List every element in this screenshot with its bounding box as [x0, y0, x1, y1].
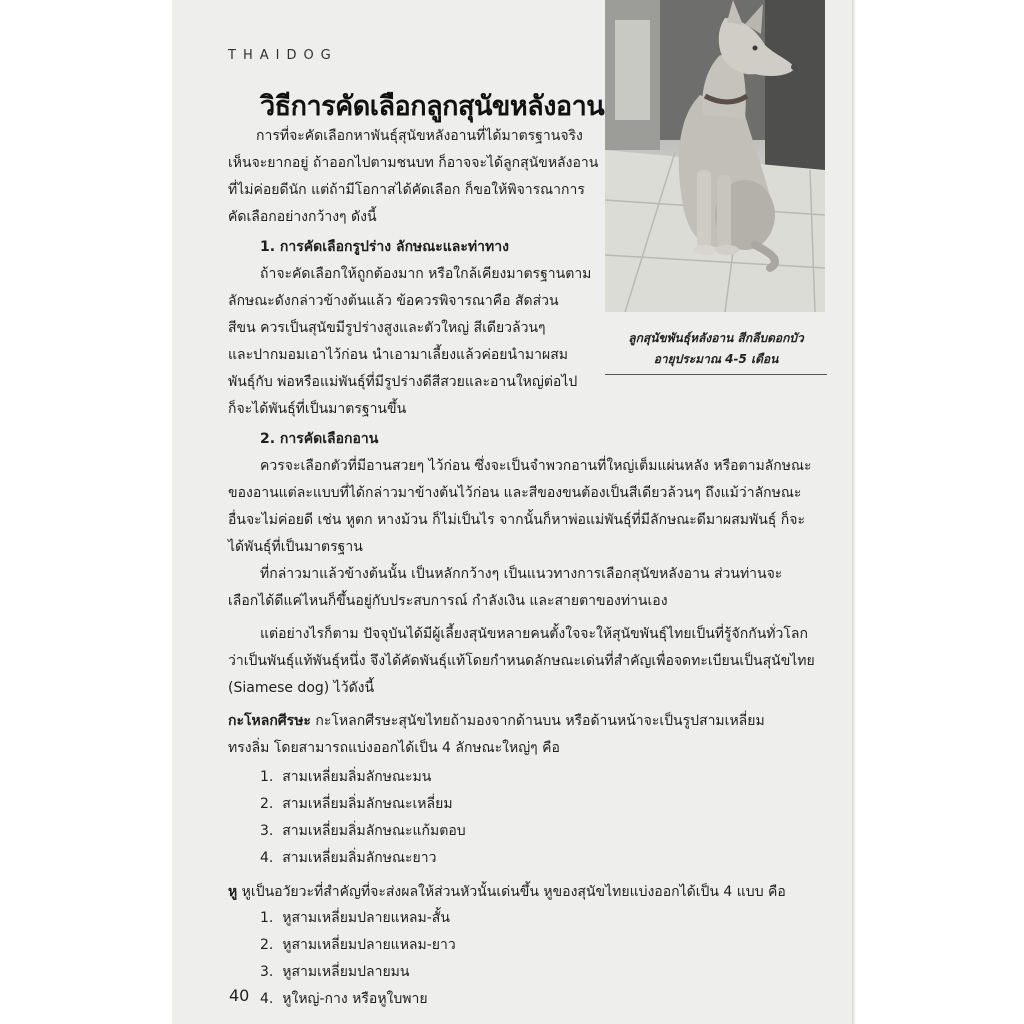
intro-line: คัดเลือกอย่างกว้างๆ ดังนี้ [228, 209, 377, 225]
skull-list-number: 3. [260, 823, 274, 839]
ears-line-1: หูเป็นอวัยวะที่สำคัญที่จะส่งผลให้ส่วนหัวนั้นเด่นขึ้น หูของสุนัขไทยแบ่งออกได้เป็น 4 แบบ คือ [237, 884, 786, 900]
caption-rule [605, 374, 827, 375]
skull-list-number: 1. [260, 769, 274, 785]
section-1-line: ลักษณะดังกล่าวข้างต้นแล้ว ข้อควรพิจารณาคือ สัดส่วน [228, 293, 559, 309]
section-1-line: พันธุ์กับ พ่อหรือแม่พันธุ์ที่มีรูปร่างดีสีสวยและอานใหญ่ต่อไป [228, 374, 578, 390]
ears-list-number: 4. [260, 991, 274, 1007]
paragraph-4-line: (Siamese dog) ไว้ดังนี้ [228, 680, 375, 696]
ears-term: หู [228, 884, 238, 900]
ears-list-number: 2. [260, 937, 274, 953]
page-edge [852, 0, 856, 1024]
ears-list-text: หูสามเหลี่ยมปลายแหลม-สั้น [282, 910, 450, 926]
skull-list-item [260, 849, 436, 867]
skull-line-2: ทรงลิ่ม โดยสามารถแบ่งออกได้เป็น 4 ลักษณะใหญ่ๆ คือ [228, 740, 560, 756]
section-2-line: ควรจะเลือกตัวที่มีอานสวยๆ ไว้ก่อน ซึ่งจะเป็นจำพวกอานที่ใหญ่เต็มแผ่นหลัง หรือตามลักษณะ [260, 458, 812, 474]
section-1-line: และปากมอมเอาไว้ก่อน นำเอามาเลี้ยงแล้วค่อยนำมาผสม [228, 347, 568, 363]
section-1-line: ก็จะได้พันธุ์ที่เป็นมาตรฐานขึ้น [228, 401, 407, 417]
ears-list-item [260, 936, 456, 954]
section-2-line: อื่นจะไม่ค่อยดี เช่น หูตก หางม้วน ก็ไม่เป็นไร จากนั้นก็หาพ่อแม่พันธุ์ที่มีลักษณะดีมาผสมพันธุ์ ก็จะ [228, 512, 805, 528]
skull-list-text: สามเหลี่ยมลิ่มลักษณะเหลี่ยม [282, 796, 453, 812]
photo-caption [605, 328, 827, 370]
skull-list-text: สามเหลี่ยมลิ่มลักษณะยาว [282, 850, 437, 866]
ears-list-number: 1. [260, 910, 274, 926]
paragraph-3-line: เลือกได้ดีแค่ไหนก็ขึ้นอยู่กับประสบการณ์ กำลังเงิน และสายตาของท่านเอง [228, 593, 668, 609]
skull-term: กะโหลกศีรษะ [228, 713, 311, 729]
puppy-photo [605, 0, 825, 312]
page-title: วิธีการคัดเลือกลูกสุนัขหลังอาน [260, 91, 605, 122]
skull-line-1: กะโหลกศีรษะสุนัขไทยถ้ามองจากด้านบน หรือด้านหน้าจะเป็นรูปสามเหลี่ยม [310, 713, 765, 729]
skull-list-item [260, 822, 466, 840]
paragraph-4-line: ว่าเป็นพันธุ์แท้พันธุ์หนึ่ง จึงได้คัดพันธุ์แท้โดยกำหนดลักษณะเด่นที่สำคัญเพื่อจดทะเบียนเป็นสุนัขไทย [228, 653, 815, 669]
skull-list-number: 4. [260, 850, 274, 866]
skull-list-item [260, 768, 431, 786]
ears-list-text: หูสามเหลี่ยมปลายแหลม-ยาว [282, 937, 456, 953]
ears-list-item [260, 909, 450, 927]
intro-line: เห็นจะยากอยู่ ถ้าออกไปตามชนบท ก็อาจจะได้ลูกสุนัขหลังอาน [228, 155, 599, 171]
skull-list-item [260, 795, 453, 813]
intro-line: การที่จะคัดเลือกหาพันธุ์สุนัขหลังอานที่ได้มาตรฐานจริง [256, 128, 583, 144]
section-1-line: สีขน ควรเป็นสุนัขมีรูปร่างสูงและตัวใหญ่ สีเดียวล้วนๆ [228, 320, 546, 336]
ears-list-number: 3. [260, 964, 274, 980]
paragraph-3-line: ที่กล่าวมาแล้วข้างต้นนั้น เป็นหลักกว้างๆ เป็นแนวทางการเลือกสุนัขหลังอาน ส่วนท่านจะ [260, 566, 783, 582]
intro-line: ที่ไม่ค่อยดีนัก แต่ถ้ามีโอกาสได้คัดเลือก ก็ขอให้พิจารณาการ [228, 182, 585, 198]
ears-paragraph [228, 883, 786, 901]
skull-list-number: 2. [260, 796, 274, 812]
ears-list-text: หูสามเหลี่ยมปลายมน [282, 964, 410, 980]
photo-caption-line-1: ลูกสุนัขพันธุ์หลังอาน สีกลีบดอกบัว [628, 331, 804, 345]
section-2-heading: 2. การคัดเลือกอาน [260, 431, 379, 447]
photo-caption-line-2: อายุประมาณ 4-5 เดือน [653, 352, 779, 366]
section-1-heading: 1. การคัดเลือกรูปร่าง ลักษณะและท่าทาง [260, 239, 509, 255]
skull-paragraph [228, 712, 765, 730]
book-page [172, 0, 852, 1024]
section-2-line: ได้พันธุ์ที่เป็นมาตรฐาน [228, 539, 363, 555]
page-number: 40 [229, 986, 250, 1005]
skull-list-text: สามเหลี่ยมลิ่มลักษณะแก้มตอบ [282, 823, 466, 839]
paragraph-4-line: แต่อย่างไรก็ตาม ปัจจุบันได้มีผู้เลี้ยงสุนัขหลายคนตั้งใจจะให้สุนัขพันธุ์ไทยเป็นที่รู้จักกันทั่วโลก [260, 626, 808, 642]
running-head: THAIDOG [228, 48, 338, 63]
puppy-photo-illustration [605, 0, 825, 312]
section-2-line: ของอานแต่ละแบบที่ได้กล่าวมาข้างต้นไว้ก่อน และสีของขนต้องเป็นสีเดียวล้วนๆ ถึงแม้ว่าลักษณะ [228, 485, 802, 501]
ears-list-item [260, 963, 409, 981]
ears-list-text: หูใหญ่-กาง หรือหูใบพาย [282, 991, 428, 1007]
section-1-line: ถ้าจะคัดเลือกให้ถูกต้องมาก หรือใกล้เคียงมาตรฐานตาม [260, 266, 592, 282]
skull-list-text: สามเหลี่ยมลิ่มลักษณะมน [282, 769, 432, 785]
ears-list-item [260, 990, 428, 1008]
